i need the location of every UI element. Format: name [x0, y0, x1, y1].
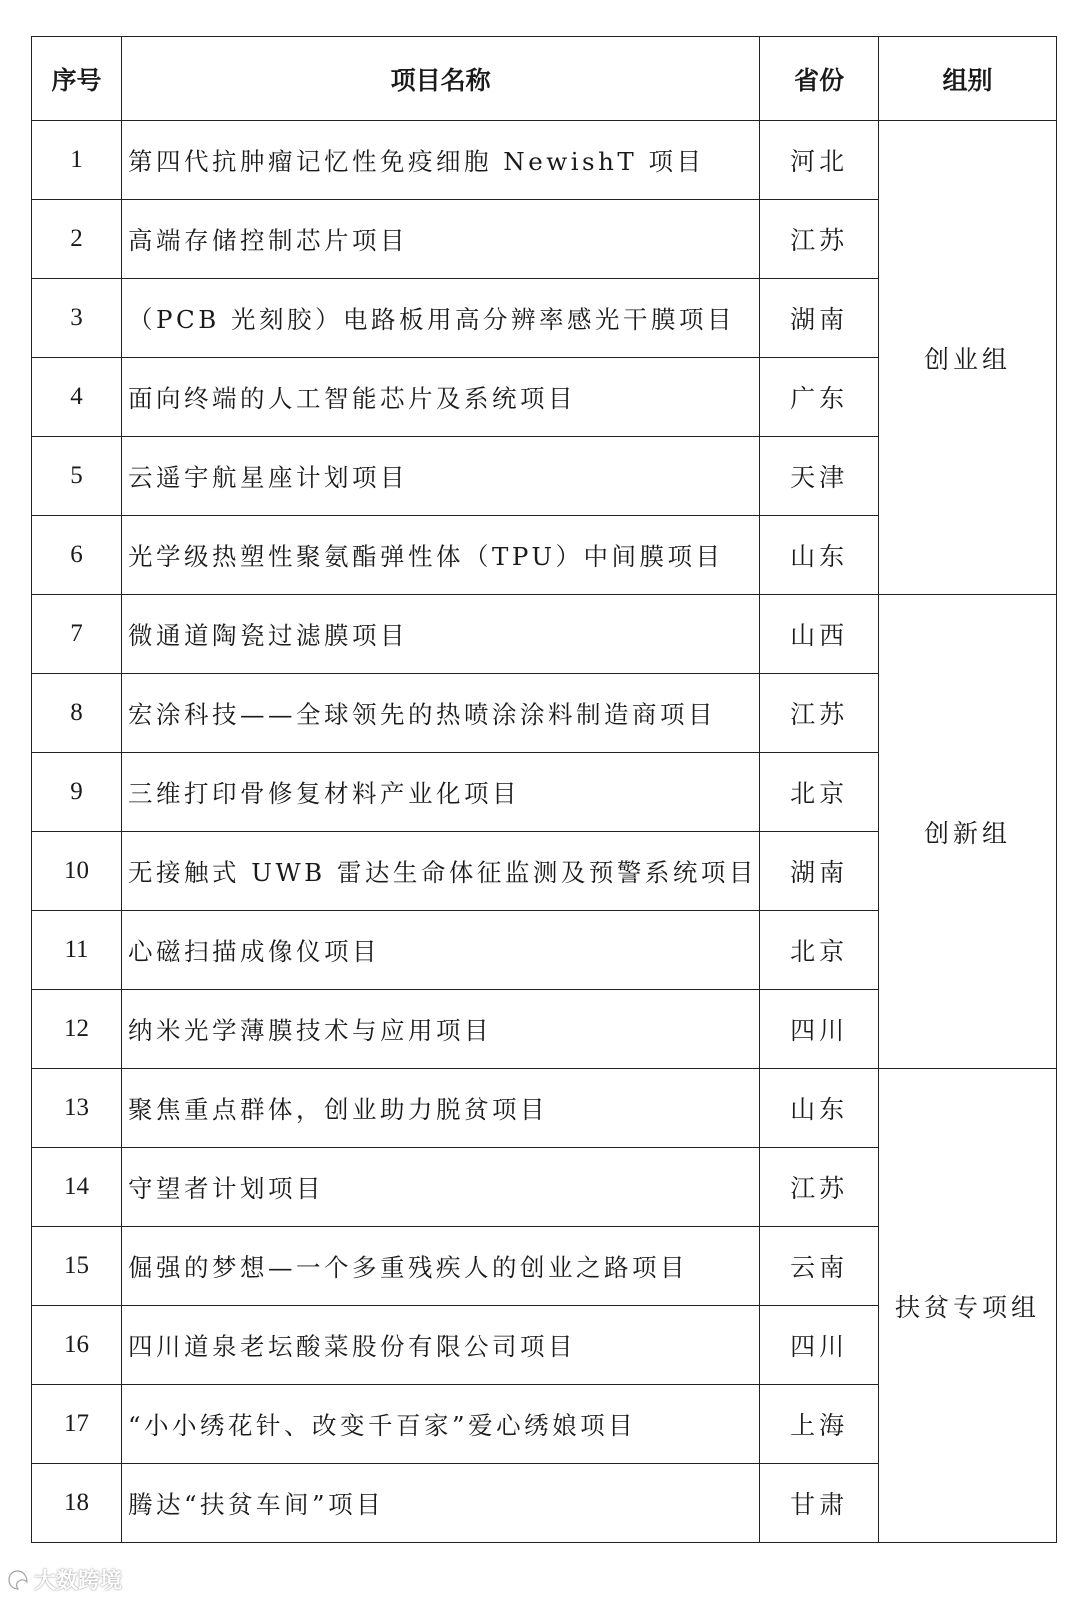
watermark	[6, 1564, 122, 1595]
row-index: 6	[32, 516, 122, 595]
row-province: 山西	[760, 595, 879, 674]
group-cell: 扶贫专项组	[878, 1069, 1056, 1543]
row-province: 山东	[760, 516, 879, 595]
row-project-name: 心磁扫描成像仪项目	[122, 911, 760, 990]
header-name: 项目名称	[122, 37, 760, 121]
row-index: 12	[32, 990, 122, 1069]
header-province: 省份	[760, 37, 879, 121]
brand-logo-icon	[6, 1568, 30, 1592]
row-project-name: （PCB 光刻胶）电路板用高分辨率感光干膜项目	[122, 279, 760, 358]
row-index: 15	[32, 1227, 122, 1306]
row-project-name: 微通道陶瓷过滤膜项目	[122, 595, 760, 674]
row-index: 2	[32, 200, 122, 279]
header-index: 序号	[32, 37, 122, 121]
row-province: 湖南	[760, 279, 879, 358]
row-province: 上海	[760, 1385, 879, 1464]
row-project-name: 四川道泉老坛酸菜股份有限公司项目	[122, 1306, 760, 1385]
row-project-name: 腾达“扶贫车间”项目	[122, 1464, 760, 1543]
header-group: 组别	[878, 37, 1056, 121]
row-province: 湖南	[760, 832, 879, 911]
row-project-name: 倔强的梦想—一个多重残疾人的创业之路项目	[122, 1227, 760, 1306]
row-index: 11	[32, 911, 122, 990]
watermark-text: 大数跨境	[34, 1569, 123, 1594]
row-index: 18	[32, 1464, 122, 1543]
row-project-name: 守望者计划项目	[122, 1148, 760, 1227]
row-project-name: 宏涂科技——全球领先的热喷涂涂料制造商项目	[122, 674, 760, 753]
row-province: 河北	[760, 121, 879, 200]
group-cell: 创业组	[878, 121, 1056, 595]
row-project-name: 第四代抗肿瘤记忆性免疫细胞 NewishT 项目	[122, 121, 760, 200]
row-province: 北京	[760, 753, 879, 832]
group-cell: 创新组	[878, 595, 1056, 1069]
row-index: 7	[32, 595, 122, 674]
row-project-name: 面向终端的人工智能芯片及系统项目	[122, 358, 760, 437]
row-province: 云南	[760, 1227, 879, 1306]
row-province: 山东	[760, 1069, 879, 1148]
row-project-name: 云遥宇航星座计划项目	[122, 437, 760, 516]
row-project-name: 纳米光学薄膜技术与应用项目	[122, 990, 760, 1069]
row-province: 江苏	[760, 200, 879, 279]
row-project-name: 无接触式 UWB 雷达生命体征监测及预警系统项目	[122, 832, 760, 911]
table-row	[32, 1069, 1057, 1148]
row-index: 1	[32, 121, 122, 200]
row-project-name: 光学级热塑性聚氨酯弹性体（TPU）中间膜项目	[122, 516, 760, 595]
row-index: 8	[32, 674, 122, 753]
row-province: 广东	[760, 358, 879, 437]
row-index: 17	[32, 1385, 122, 1464]
row-province: 北京	[760, 911, 879, 990]
row-index: 4	[32, 358, 122, 437]
row-province: 江苏	[760, 1148, 879, 1227]
row-province: 天津	[760, 437, 879, 516]
row-province: 江苏	[760, 674, 879, 753]
row-index: 5	[32, 437, 122, 516]
row-index: 14	[32, 1148, 122, 1227]
row-province: 四川	[760, 1306, 879, 1385]
row-province: 四川	[760, 990, 879, 1069]
row-project-name: “小小绣花针、改变千百家”爱心绣娘项目	[122, 1385, 760, 1464]
row-index: 3	[32, 279, 122, 358]
row-province: 甘肃	[760, 1464, 879, 1543]
row-project-name: 三维打印骨修复材料产业化项目	[122, 753, 760, 832]
header-row	[32, 37, 1057, 121]
table-row	[32, 595, 1057, 674]
row-index: 16	[32, 1306, 122, 1385]
table-body	[32, 121, 1057, 1543]
row-index: 9	[32, 753, 122, 832]
table-row	[32, 121, 1057, 200]
row-index: 13	[32, 1069, 122, 1148]
row-project-name: 高端存储控制芯片项目	[122, 200, 760, 279]
row-index: 10	[32, 832, 122, 911]
row-project-name: 聚焦重点群体，创业助力脱贫项目	[122, 1069, 760, 1148]
project-table	[31, 36, 1057, 1543]
